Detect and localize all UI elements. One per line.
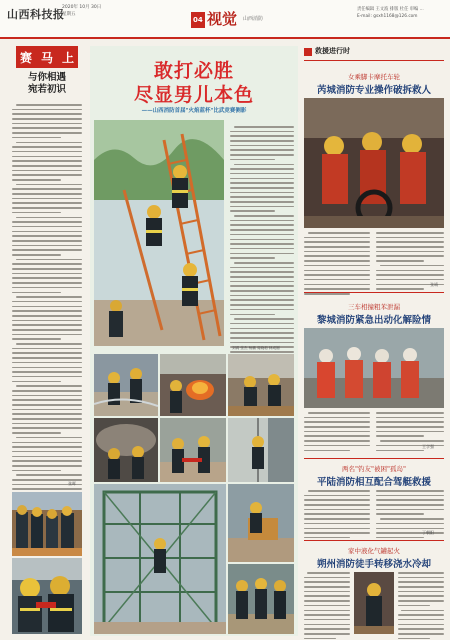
story-4-kicker: 家中液化气罐起火 bbox=[348, 547, 400, 555]
story-2-photo-hazmat-response bbox=[304, 328, 444, 408]
left-byline: 张晖 bbox=[68, 481, 76, 486]
story-divider-3 bbox=[304, 540, 444, 541]
story-divider-1 bbox=[304, 292, 444, 293]
left-article-title bbox=[12, 72, 82, 96]
story-1-photo-motorcycle-rescue bbox=[304, 98, 444, 228]
editor-email: E-mail: gsxh1168@126.com bbox=[357, 14, 418, 19]
editor-line: 责任编辑 王文波 排版 杜任 审编 ... bbox=[357, 7, 424, 12]
feature-article bbox=[90, 46, 298, 636]
issue-date bbox=[62, 4, 101, 18]
left-title-line-1: 与你相遇 bbox=[27, 72, 66, 83]
story-2-title: 黎城消防紧急出动化解险情 bbox=[316, 315, 431, 326]
feature-photo-team-lineup bbox=[228, 564, 294, 634]
story-1-byline: 张靖 bbox=[430, 282, 438, 287]
feature-body-text bbox=[230, 126, 294, 360]
left-title-line-2: 宛若初识 bbox=[27, 84, 66, 95]
section-name: 视觉 bbox=[207, 10, 238, 28]
rescue-section-header bbox=[304, 46, 444, 60]
left-photo-firefighters-closeup bbox=[12, 558, 82, 634]
feature-subtitle: ——山西消防首届"火焰蓝杯"比武竞赛侧影 bbox=[141, 108, 247, 114]
issue-date-line: 2020年 10月 30日 bbox=[62, 5, 102, 10]
story-3-body-left bbox=[304, 490, 370, 542]
section-marker-icon bbox=[304, 48, 312, 56]
left-column-article bbox=[12, 46, 82, 636]
story-1-kicker: 女乘脚卡摩托车轮 bbox=[348, 73, 400, 81]
column-tag-char-2: 马 bbox=[41, 51, 54, 65]
feature-photo-rope-rescue bbox=[228, 418, 294, 482]
story-3-title: 平陆消防相互配合驾艇救援 bbox=[316, 477, 431, 488]
feature-byline: 刘鸿 张杰 杨鹏 周晓莉 林成刚 bbox=[232, 346, 280, 350]
right-column-rescue-news bbox=[304, 46, 444, 636]
column-tag bbox=[16, 46, 78, 68]
feature-headline-line-2: 尽显男儿本色 bbox=[133, 84, 254, 106]
newspaper-logo: 山西科技报 bbox=[7, 8, 65, 21]
section-number: 04 bbox=[193, 16, 203, 24]
editor-credits bbox=[357, 6, 424, 20]
story-divider-2 bbox=[304, 458, 444, 459]
left-photo-firefighters-team bbox=[12, 492, 82, 556]
feature-photo-ladder-climb bbox=[94, 120, 224, 346]
story-1-body-left bbox=[304, 232, 370, 298]
feature-photo-obstacle-course bbox=[228, 484, 294, 562]
story-4-body-left bbox=[304, 572, 350, 640]
section-subname: 山西消防 bbox=[243, 16, 264, 22]
column-tag-char-1: 赛 bbox=[20, 51, 33, 65]
column-tag-char-3: 上 bbox=[62, 51, 75, 65]
feature-photo-hose-drill bbox=[94, 354, 158, 416]
story-2-byline: 王学强 bbox=[422, 444, 434, 449]
feature-photo-smoke-drill bbox=[94, 418, 158, 482]
issue-weekday: 星期五 bbox=[62, 12, 76, 17]
story-4-photo-gas-tank bbox=[354, 572, 394, 634]
feature-photo-fire-training bbox=[160, 354, 226, 416]
feature-photo-tower-structure bbox=[94, 484, 226, 634]
story-4-body-right bbox=[398, 572, 444, 640]
story-4-title: 朔州消防徒手转移浇水冷却 bbox=[316, 559, 431, 570]
story-3-byline: 丁朝阳 bbox=[422, 530, 434, 535]
feature-headline-line-1: 敢打必胜 bbox=[153, 60, 234, 82]
story-2-kicker: 三车相撞粗苯泄漏 bbox=[348, 303, 400, 311]
story-1-title: 芮城消防专业操作破拆救人 bbox=[316, 85, 431, 96]
story-2-body-left bbox=[304, 412, 370, 454]
masthead bbox=[0, 0, 450, 38]
left-article-body bbox=[12, 104, 82, 535]
feature-photo-equipment-check bbox=[228, 354, 294, 416]
story-3-kicker: 两名"钓友"被困"孤岛" bbox=[342, 465, 406, 473]
rescue-section-title: 救援进行时 bbox=[315, 47, 350, 55]
masthead-rule bbox=[0, 37, 450, 39]
section-rule bbox=[304, 60, 444, 61]
feature-photo-relay-race bbox=[160, 418, 226, 482]
